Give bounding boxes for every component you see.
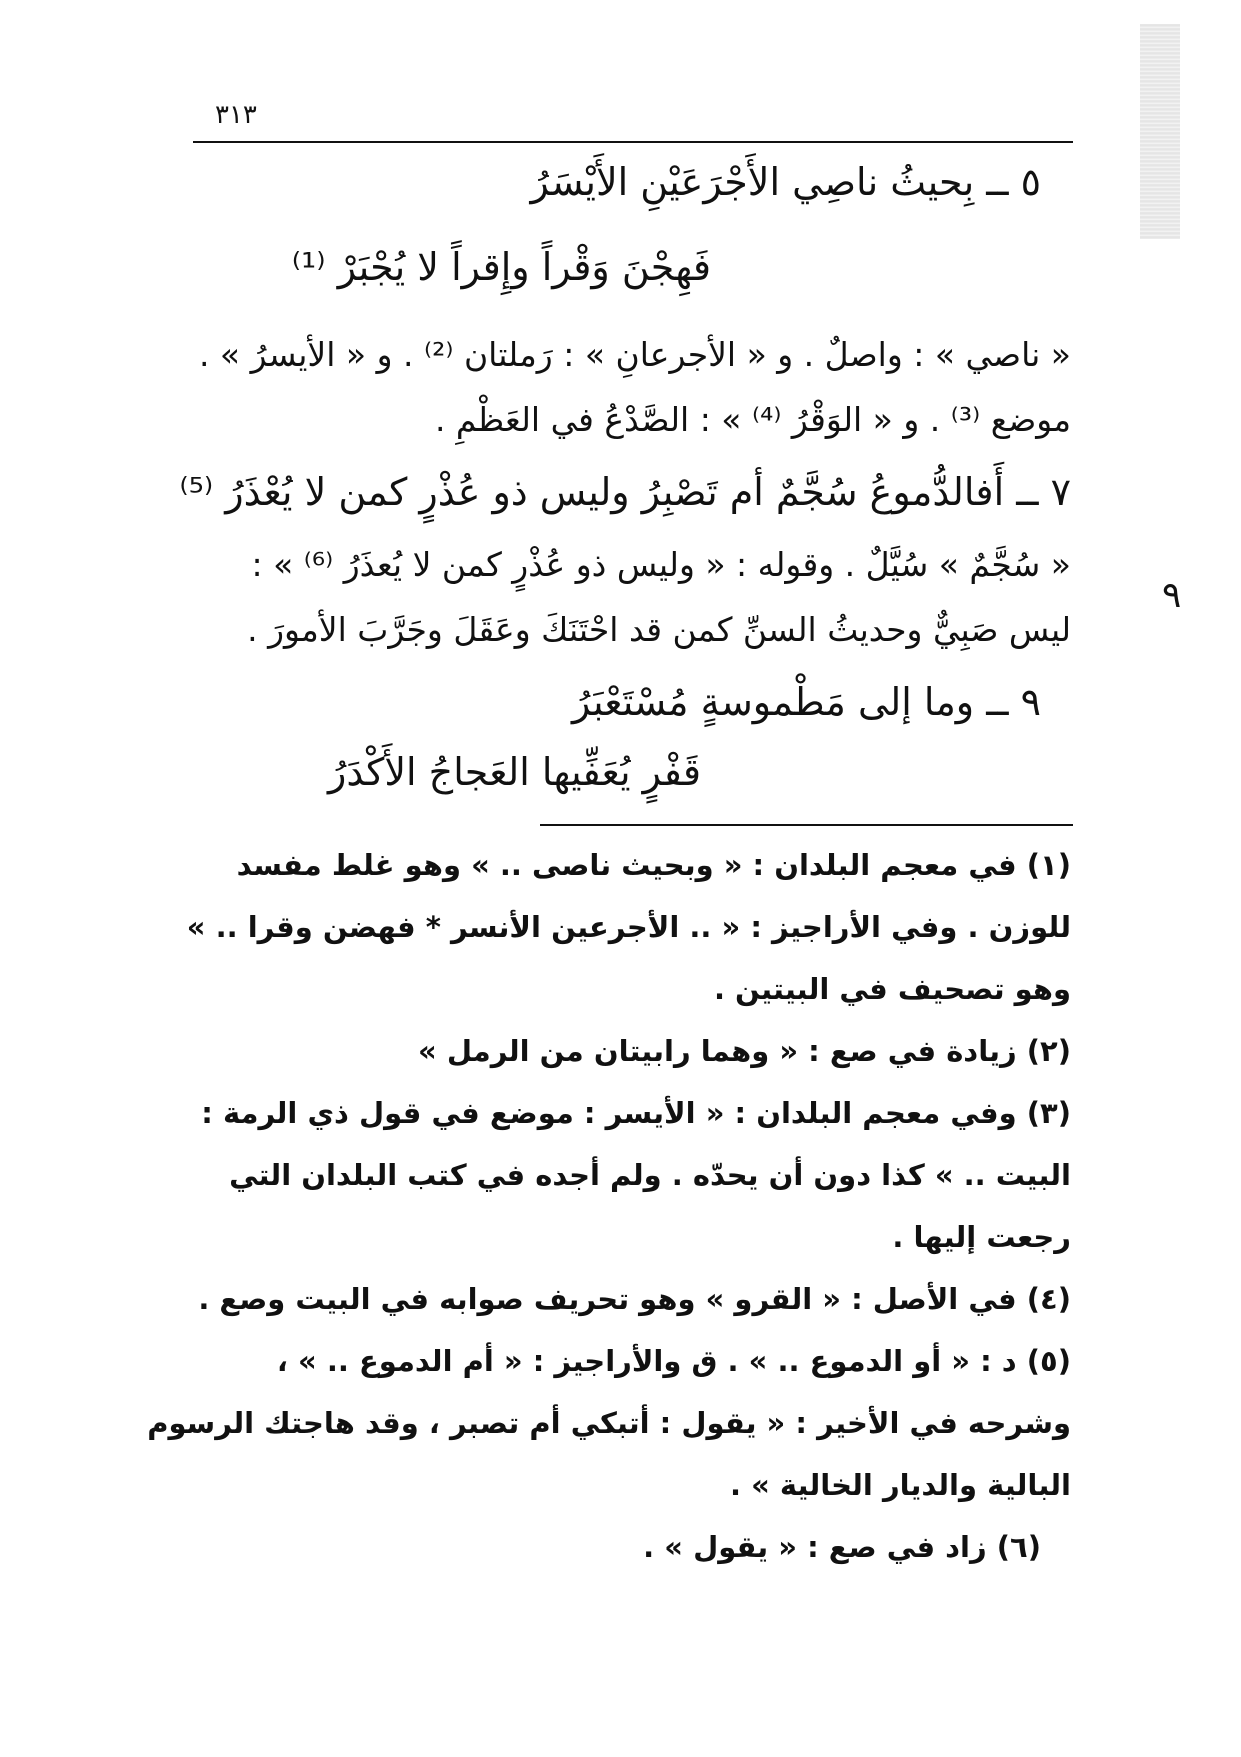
footnote-line: (٣) وفي معجم البلدان : « الأيسر : موضع في قول ذي الرمة : [201, 1096, 1071, 1130]
margin-marker: ٩ [1162, 575, 1182, 616]
gloss-line-2: موضع ⁽³⁾ . و « الوَقْرُ ⁽⁴⁾ » : الصَّدْعُ في العَظْمِ . [434, 400, 1071, 439]
footnote-line: وهو تصحيف في البيتين . [713, 972, 1071, 1006]
header-rule [193, 141, 1073, 143]
verse-line-5b: فَهِجْنَ وَقْراً وإِقراً لا يُجْبَرْ ⁽¹⁾ [291, 245, 711, 289]
footnote-line: (٥) د : « أو الدموع .. » . ق والأراجيز : « أم الدموع .. » ، [276, 1344, 1071, 1378]
footnote-line: (٦) زاد في صع : « يقول » . [643, 1530, 1041, 1564]
footnote-line: (١) في معجم البلدان : « وبحيث ناصى .. » وهو غلط مفسد [236, 848, 1071, 882]
verse-line-7: ٧ ــ أَفالدُّموعُ سُجَّمٌ أم تَصْبِرُ وليس ذو عُذْرٍ كمن لا يُعْذَرُ ⁽⁵⁾ [179, 470, 1071, 514]
footnote-line: البالية والديار الخالية » . [729, 1468, 1071, 1502]
gloss-line-4: ليس صَبِيٌّ وحديثُ السنِّ كمن قد احْتَنَكَ وعَقَلَ وجَرَّبَ الأمورَ . [247, 610, 1071, 649]
footnote-line: وشرحه في الأخير : « يقول : أتبكي أم تصبر ، وقد هاجتك الرسوم [147, 1406, 1071, 1440]
footnote-line: البيت .. » كذا دون أن يحدّه . ولم أجده في كتب البلدان التي [229, 1158, 1071, 1192]
footnote-line: رجعت إليها . [892, 1220, 1071, 1254]
scan-edge-shadow [1140, 24, 1180, 239]
gloss-line-1: « ناصي » : واصلٌ . و « الأجرعانِ » : رَملتان ⁽²⁾ . و « الأيسرُ » . [198, 335, 1071, 374]
footnote-line: للوزن . وفي الأراجيز : « .. الأجرعين الأنسر * فهضن وقرا .. » [186, 910, 1071, 944]
footnote-line: (٢) زيادة في صع : « وهما رابيتان من الرمل » [418, 1034, 1071, 1068]
verse-line-9a: ٩ ــ وما إلى مَطْموسةٍ مُسْتَعْبَرُ [572, 680, 1041, 724]
gloss-line-3: « سُجَّمٌ » سُيَّلٌ . وقوله : « وليس ذو عُذْرٍ كمن لا يُعذَرُ ⁽⁶⁾ » : [251, 545, 1071, 584]
verse-line-9b: قَفْرٍ يُعَفِّيها العَجاجُ الأَكْدَرُ [327, 750, 701, 794]
footnote-line: (٤) في الأصل : « القرو » وهو تحريف صوابه في البيت وصع . [198, 1282, 1071, 1316]
footnote-rule [540, 824, 1073, 826]
page-number: ٣١٣ [215, 100, 257, 130]
verse-line-5a: ٥ ــ بِحيثُ ناصِي الأَجْرَعَيْنِ الأَيْسَرُ [530, 160, 1041, 204]
